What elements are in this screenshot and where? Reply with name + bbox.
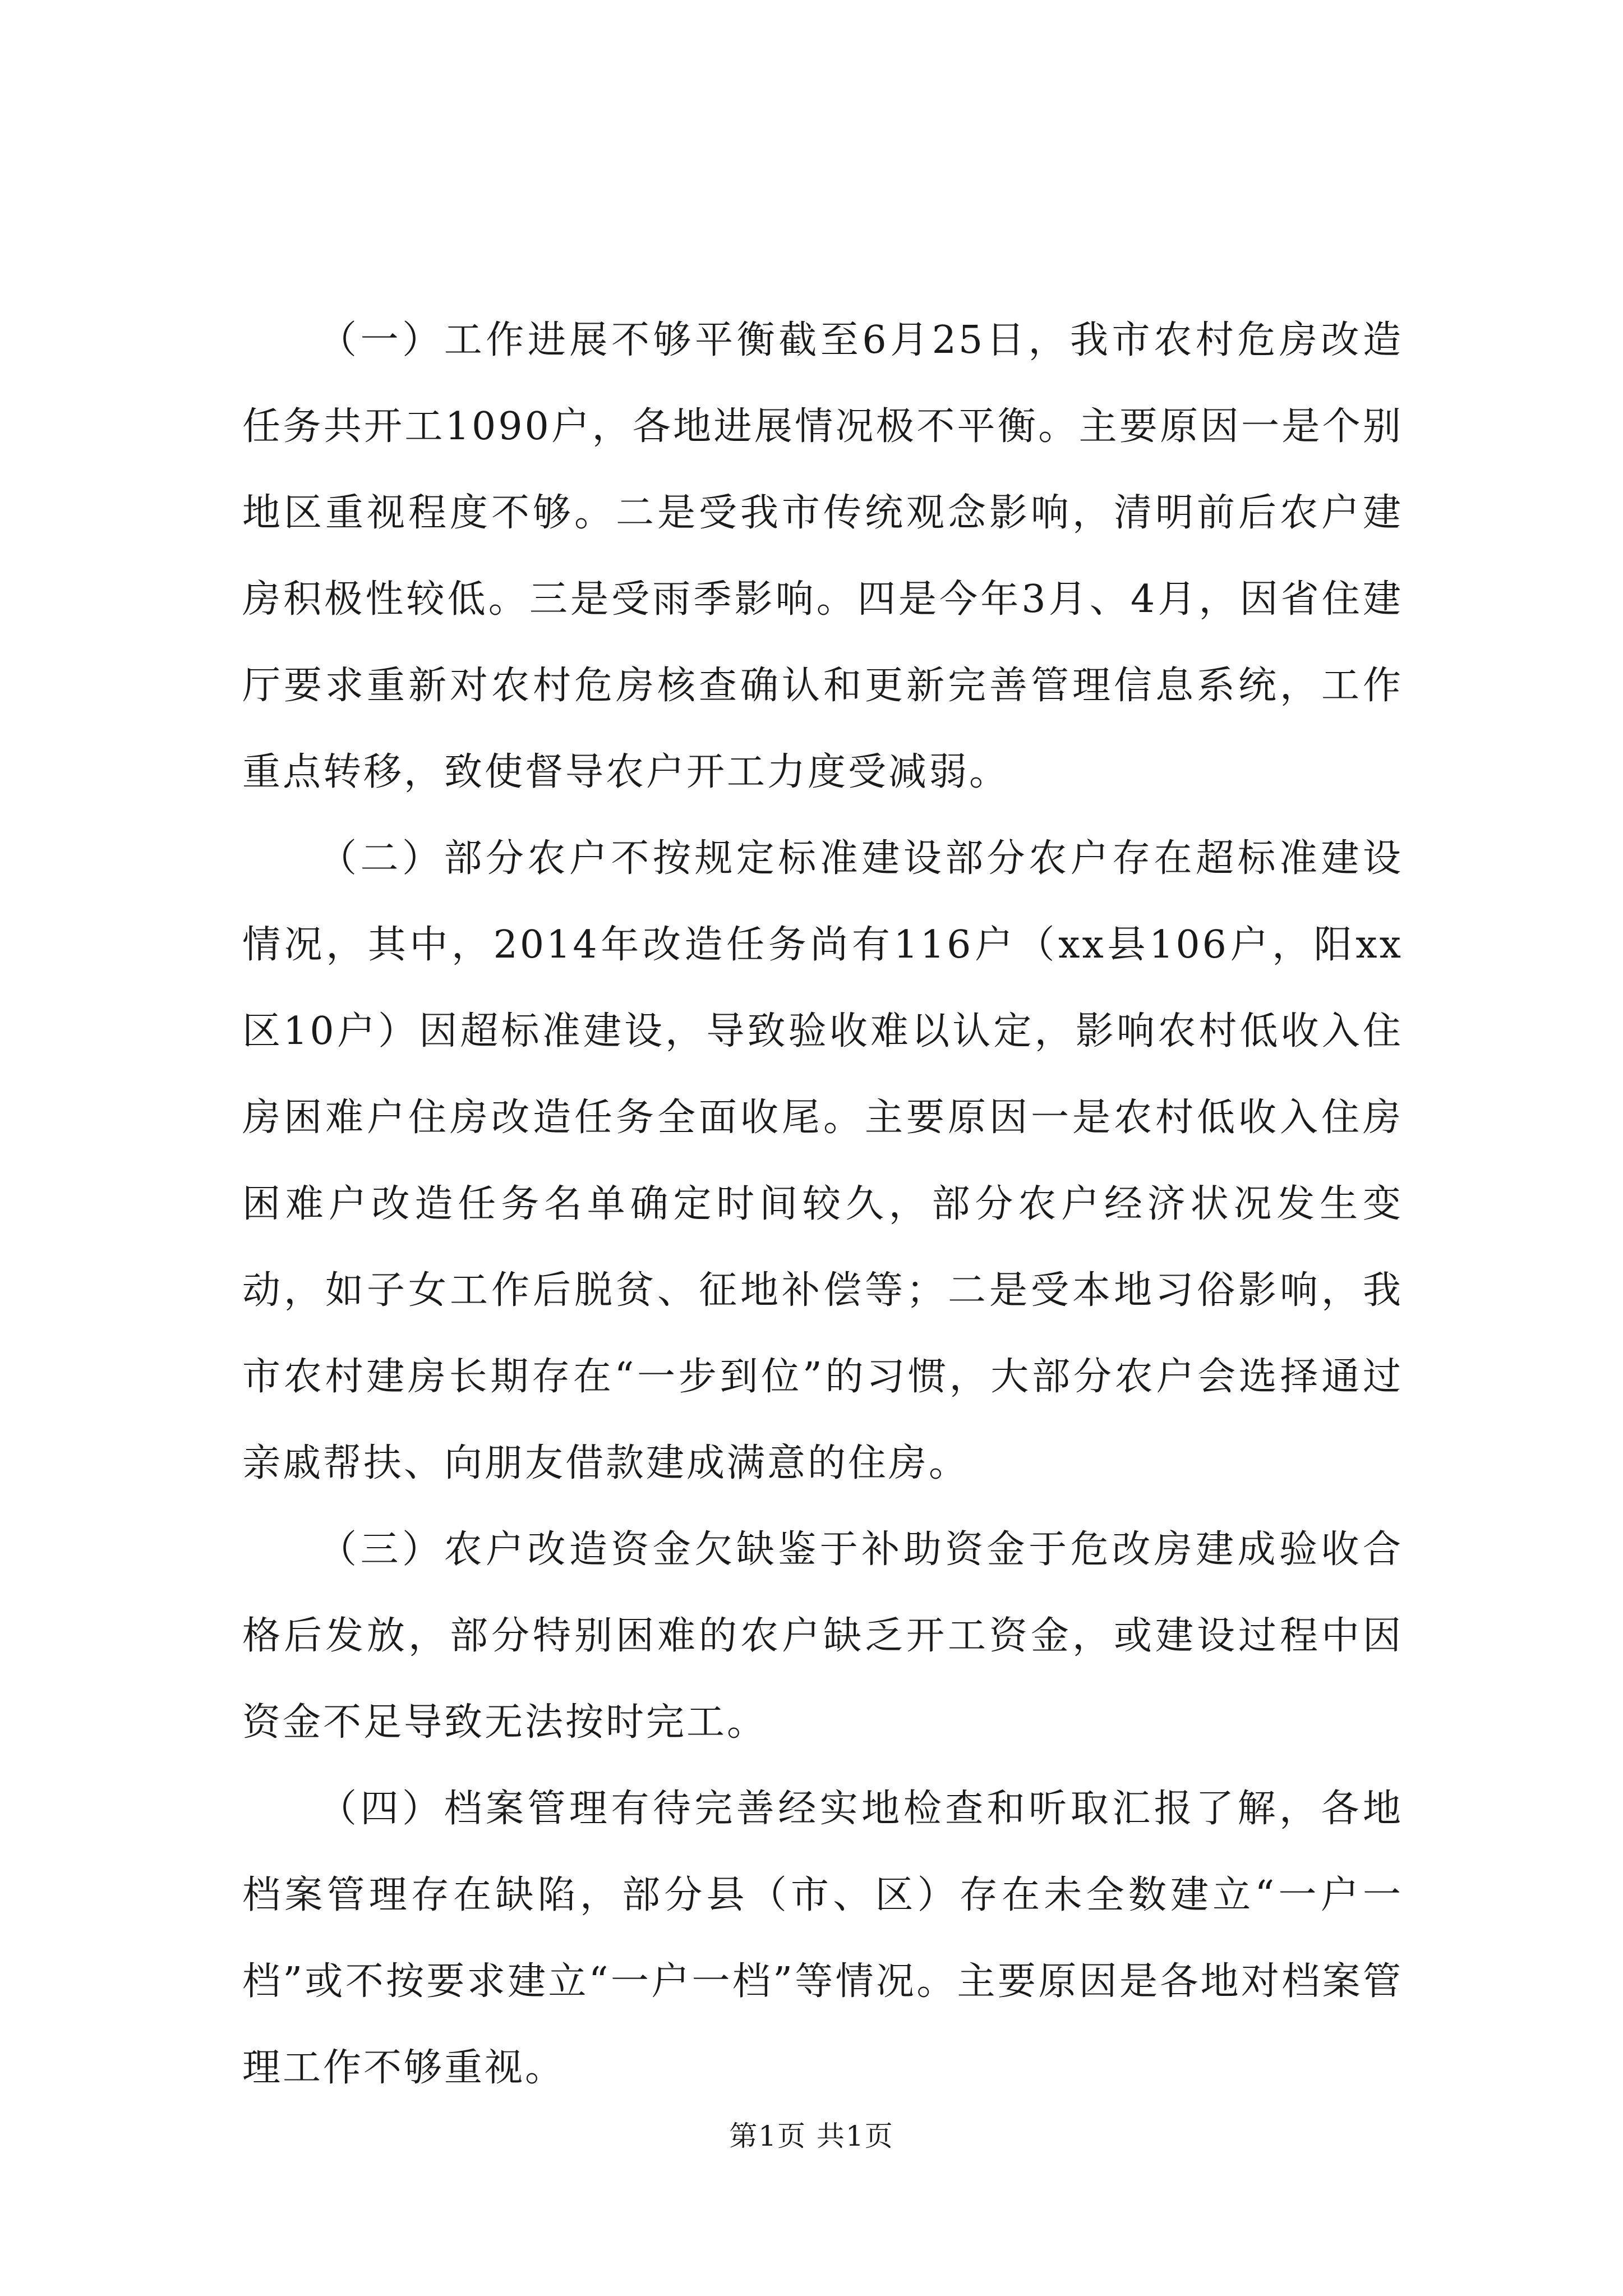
document-body [242, 297, 1403, 2111]
page-footer: 第1页 共1页 [729, 2120, 894, 2152]
paragraph-1: （一）工作进展不够平衡截至6月25日，我市农村危房改造任务共开工1090户，各地进展情况极不平衡。主要原因一是个别地区重视程度不够。二是受我市传统观念影响，清明前后农户建房积极性较低。三是受雨季影响。四是今年3月、4月，因省住建厅要求重新对农村危房核查确认和更新完善管理信息系统，工作重点转移，致使督导农户开工力度受减弱。 [242, 318, 1403, 794]
paragraph-2: （二）部分农户不按规定标准建设部分农户存在超标准建设情况，其中，2014年改造任务尚有116户（xx县106户，阳xx区10户）因超标准建设，导致验收难以认定，影响农村低收入住房困难户住房改造任务全面收尾。主要原因一是农村低收入住房困难户改造任务名单确定时间较久，部分农户经济状况发生变动，如子女工作后脱贫、征地补偿等；二是受本地习俗影响，我市农村建房长期存在“一步到位”的习惯，大部分农户会选择通过亲戚帮扶、向朋友借款建成满意的住房。 [242, 836, 1403, 1485]
paragraph-3: （三）农户改造资金欠缺鉴于补助资金于危改房建成验收合格后发放，部分特别困难的农户缺乏开工资金，或建设过程中因资金不足导致无法按时完工。 [242, 1527, 1403, 1745]
paragraph-4: （四）档案管理有待完善经实地检查和听取汇报了解，各地档案管理存在缺陷，部分县（市、区）存在未全数建立“一户一档”或不按要求建立“一户一档”等情况。主要原因是各地对档案管理工作不够重视。 [242, 1787, 1403, 2090]
